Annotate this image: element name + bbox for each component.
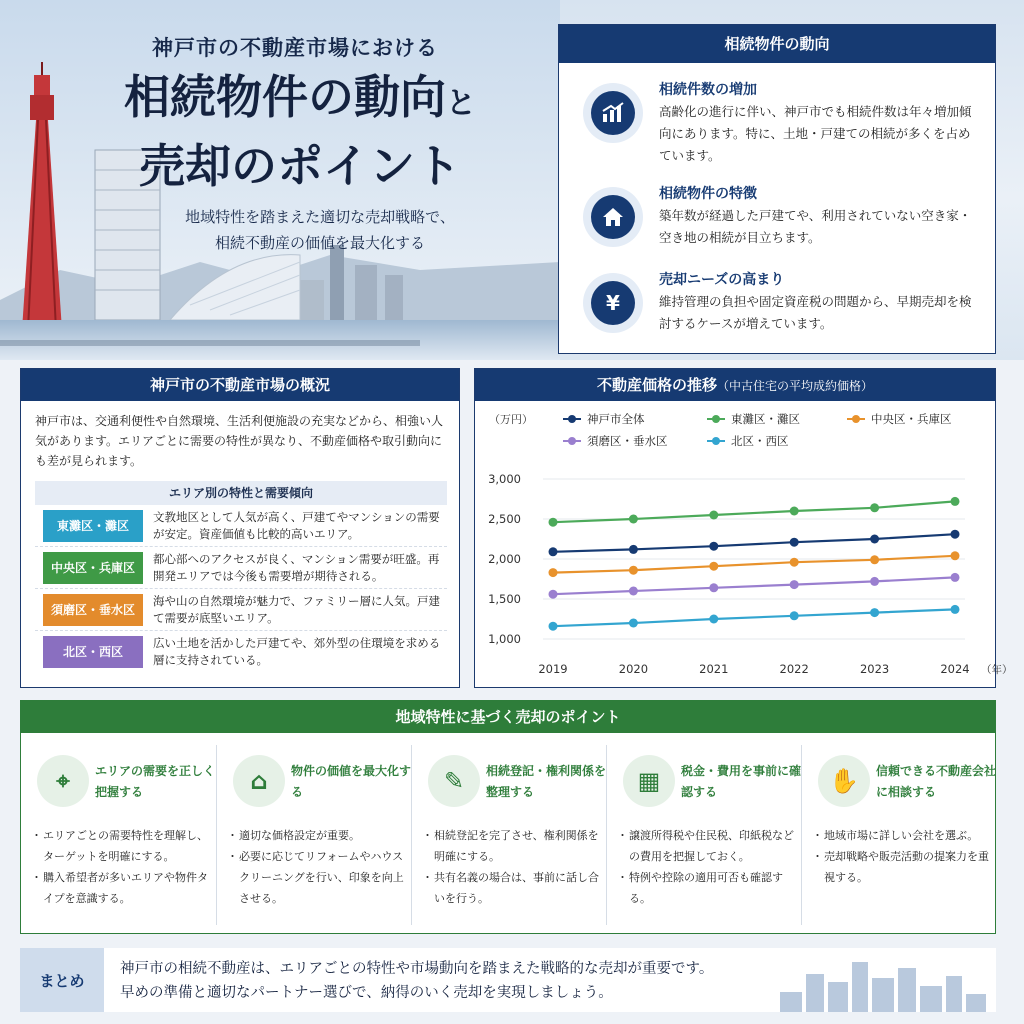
- trend-item-title: 相続件数の増加: [659, 82, 757, 98]
- hero-subtitle-line1: 地域特性を踏まえた適切な売却戦略で、: [185, 208, 455, 226]
- x-tick-label: 2020: [618, 662, 649, 676]
- yen-icon: ¥: [591, 281, 635, 325]
- area-heading: エリア別の特性と需要傾向: [35, 481, 447, 505]
- data-point: [549, 568, 558, 577]
- point-bullets: [33, 825, 211, 909]
- y-axis-label: （万円）: [489, 413, 533, 426]
- y-tick-label: 2,500: [488, 512, 521, 526]
- data-point: [790, 558, 799, 567]
- point-bullet: ・ 必要に応じてリフォームやハウスクリーニングを行い、印象を向上させる。: [229, 846, 407, 909]
- house-outline-icon: ⌂: [233, 755, 285, 807]
- point-title: エリアの需要を正しく把握する: [95, 764, 216, 799]
- data-point: [629, 619, 638, 628]
- data-point: [870, 503, 879, 512]
- chart-growth-icon: [591, 91, 635, 135]
- point-bullets: [814, 825, 992, 888]
- area-description: 海や山の自然環境が魅力で、ファミリー層に人気。戸建て需要が底堅いエリア。: [153, 593, 441, 625]
- data-point: [709, 511, 718, 520]
- x-tick-label: 2023: [859, 662, 890, 676]
- handshake-icon: ✋: [818, 755, 870, 807]
- hero-subtitle: [160, 204, 480, 256]
- data-point: [549, 590, 558, 599]
- calculator-icon: ▦: [623, 755, 675, 807]
- data-point: [790, 538, 799, 547]
- hero-banner: [0, 0, 1024, 360]
- data-point: [951, 551, 960, 560]
- summary-text: [120, 957, 800, 1005]
- chart-heading: [475, 369, 995, 401]
- point-bullet: ・ 特例や控除の適用可否も確認する。: [619, 867, 797, 909]
- point-column: [216, 745, 411, 925]
- point-bullet: ・ 適切な価格設定が重要。: [229, 825, 407, 846]
- x-tick-label: 2022: [779, 662, 809, 676]
- series-line: [553, 556, 955, 573]
- legend-marker: [712, 437, 720, 445]
- legend-label: 神戸市全体: [587, 412, 645, 426]
- point-title: 信頼できる不動産会社に相談する: [876, 764, 997, 799]
- area-characteristics: [35, 481, 447, 673]
- point-column: [21, 745, 216, 925]
- data-point: [629, 566, 638, 575]
- series-line: [553, 609, 955, 626]
- data-point: [549, 518, 558, 527]
- summary-box: [20, 948, 996, 1012]
- summary-label: まとめ: [20, 948, 104, 1012]
- legend-label: 北区・西区: [731, 434, 789, 448]
- price-line-chart: [475, 401, 1013, 687]
- data-point: [549, 547, 558, 556]
- legend-label: 須磨区・垂水区: [587, 434, 668, 448]
- trend-item-title: 相続物件の特徴: [659, 186, 757, 202]
- x-tick-label: 2019: [538, 662, 568, 676]
- area-description: 都心部へのアクセスが良く、マンション需要が旺盛。再開発エリアでは今後も需要増が期待される。: [153, 551, 440, 583]
- area-description: 広い土地を活かした戸建てや、郊外型の住環境を求める層に支持されている。: [153, 636, 441, 667]
- inheritance-trend-panel: [558, 24, 996, 354]
- data-point: [790, 580, 799, 589]
- data-point: [870, 555, 879, 564]
- trend-item-text: 高齢化の進行に伴い、神戸市でも相続件数は年々増加傾向にあります。特に、土地・戸建ての相続が多くを占めています。: [659, 104, 972, 163]
- document-edit-icon: ✎: [428, 755, 480, 807]
- data-point: [870, 608, 879, 617]
- area-row: [35, 547, 447, 589]
- data-point: [870, 535, 879, 544]
- point-bullets: [229, 825, 407, 909]
- area-row: [35, 505, 447, 547]
- data-point: [709, 542, 718, 551]
- data-point: [549, 622, 558, 631]
- point-column: [606, 745, 801, 925]
- legend-marker: [568, 437, 576, 445]
- summary-line2: 早めの準備と適切なパートナー選びで、納得のいく売却を実現しましょう。: [120, 985, 613, 1001]
- point-bullets: [619, 825, 797, 909]
- trend-item-text: 築年数が経過した戸建てや、利用されていない空き家・空き地の相続が目立ちます。: [659, 208, 972, 245]
- point-bullet: ・ 相続登記を完了させ、権利関係を明確にする。: [424, 825, 602, 867]
- legend-marker: [852, 415, 860, 423]
- data-point: [629, 515, 638, 524]
- point-bullet: ・ 地域市場に詳しい会社を選ぶ。: [814, 825, 992, 846]
- trend-item: [573, 79, 983, 163]
- hero-title-line2: 売却のポイント: [139, 139, 461, 193]
- area-description: 文教地区として人気が高く、戸建てやマンションの需要が安定。資産価値も比較的高いエリア。: [153, 509, 440, 541]
- house-icon: [591, 195, 635, 239]
- y-tick-label: 1,000: [488, 632, 521, 646]
- legend-marker: [568, 415, 576, 423]
- point-column: [411, 745, 606, 925]
- area-tag: 須磨区・垂水区: [43, 594, 143, 626]
- overview-text: 神戸市は、交通利便性や自然環境、生活利便施設の充実などから、相強い人気があります。エリアごとに需要の特性が異なり、不動産価格や取引動向にも差が見られます。: [35, 414, 444, 468]
- trend-item-title: 売却ニーズの高まり: [659, 272, 785, 288]
- point-bullet: ・ エリアごとの需要特性を理解し、ターゲットを明確にする。: [33, 825, 211, 867]
- hero-subtitle-line2: 相続不動産の価値を最大化する: [214, 234, 425, 252]
- data-point: [790, 611, 799, 620]
- chart-title: 不動産価格の推移: [596, 376, 717, 394]
- selling-points-panel: [20, 700, 996, 934]
- hero-title: [100, 66, 500, 197]
- point-bullet: ・ 共有名義の場合は、事前に話し合いを行う。: [424, 867, 602, 909]
- point-bullet: ・ 購入希望者が多いエリアや物件タイプを意識する。: [33, 867, 211, 909]
- market-overview-panel: [20, 368, 460, 688]
- data-point: [709, 562, 718, 571]
- area-tag: 北区・西区: [43, 636, 143, 668]
- point-title: 相続登記・権利関係を整理する: [486, 764, 607, 799]
- point-bullet: ・ 売却戦略や販売活動の提案力を重視する。: [814, 846, 992, 888]
- area-tag: 中央区・兵庫区: [43, 552, 143, 584]
- series-line: [553, 534, 955, 552]
- data-point: [629, 545, 638, 554]
- x-tick-label: 2021: [699, 662, 729, 676]
- y-tick-label: 1,500: [488, 592, 521, 606]
- trend-panel-heading: 相続物件の動向: [559, 25, 995, 63]
- series-line: [553, 577, 955, 594]
- y-tick-label: 3,000: [488, 472, 521, 486]
- y-tick-label: 2,000: [488, 552, 521, 566]
- trend-item: [573, 183, 983, 263]
- data-point: [951, 497, 960, 506]
- point-title: 税金・費用を事前に確認する: [681, 764, 802, 799]
- price-trend-panel: [474, 368, 1013, 688]
- area-row: [35, 589, 447, 631]
- data-point: [790, 507, 799, 516]
- overview-heading: 神戸市の不動産市場の概況: [21, 369, 459, 401]
- hero-kicker: 神戸市の不動産市場における: [152, 36, 438, 60]
- point-bullets: [424, 825, 602, 909]
- summary-line1: 神戸市の相続不動産は、エリアごとの特性や市場動向を踏まえた戦略的な売却が重要です。: [120, 961, 714, 977]
- area-tag: 東灘区・灘区: [43, 510, 143, 542]
- point-column: [801, 745, 996, 925]
- data-point: [709, 615, 718, 624]
- legend-label: 東灘区・灘区: [731, 412, 800, 426]
- data-point: [870, 577, 879, 586]
- legend-label: 中央区・兵庫区: [871, 412, 952, 426]
- trend-item-text: 維持管理の負担や固定資産税の問題から、早期売却を検討するケースが増えています。: [659, 294, 972, 331]
- hero-title-suffix: と: [446, 86, 476, 121]
- trend-item: [573, 269, 983, 349]
- x-axis-unit: （年）: [981, 664, 1013, 676]
- hero-title-line1: 相続物件の動向: [124, 70, 446, 124]
- area-row: [35, 631, 447, 673]
- x-tick-label: 2024: [940, 662, 970, 676]
- chart-title-note: （中古住宅の平均成約価格）: [717, 379, 874, 393]
- data-point: [951, 573, 960, 582]
- city-skyline-illustration: [770, 952, 990, 1012]
- legend-marker: [712, 415, 720, 423]
- data-point: [951, 530, 960, 539]
- data-point: [709, 583, 718, 592]
- points-heading: 地域特性に基づく売却のポイント: [21, 701, 995, 733]
- point-title: 物件の価値を最大化する: [291, 764, 412, 799]
- data-point: [629, 587, 638, 596]
- point-bullet: ・ 譲渡所得税や住民税、印紙税などの費用を把握しておく。: [619, 825, 797, 867]
- map-pin-icon: ⌖: [37, 755, 89, 807]
- data-point: [951, 605, 960, 614]
